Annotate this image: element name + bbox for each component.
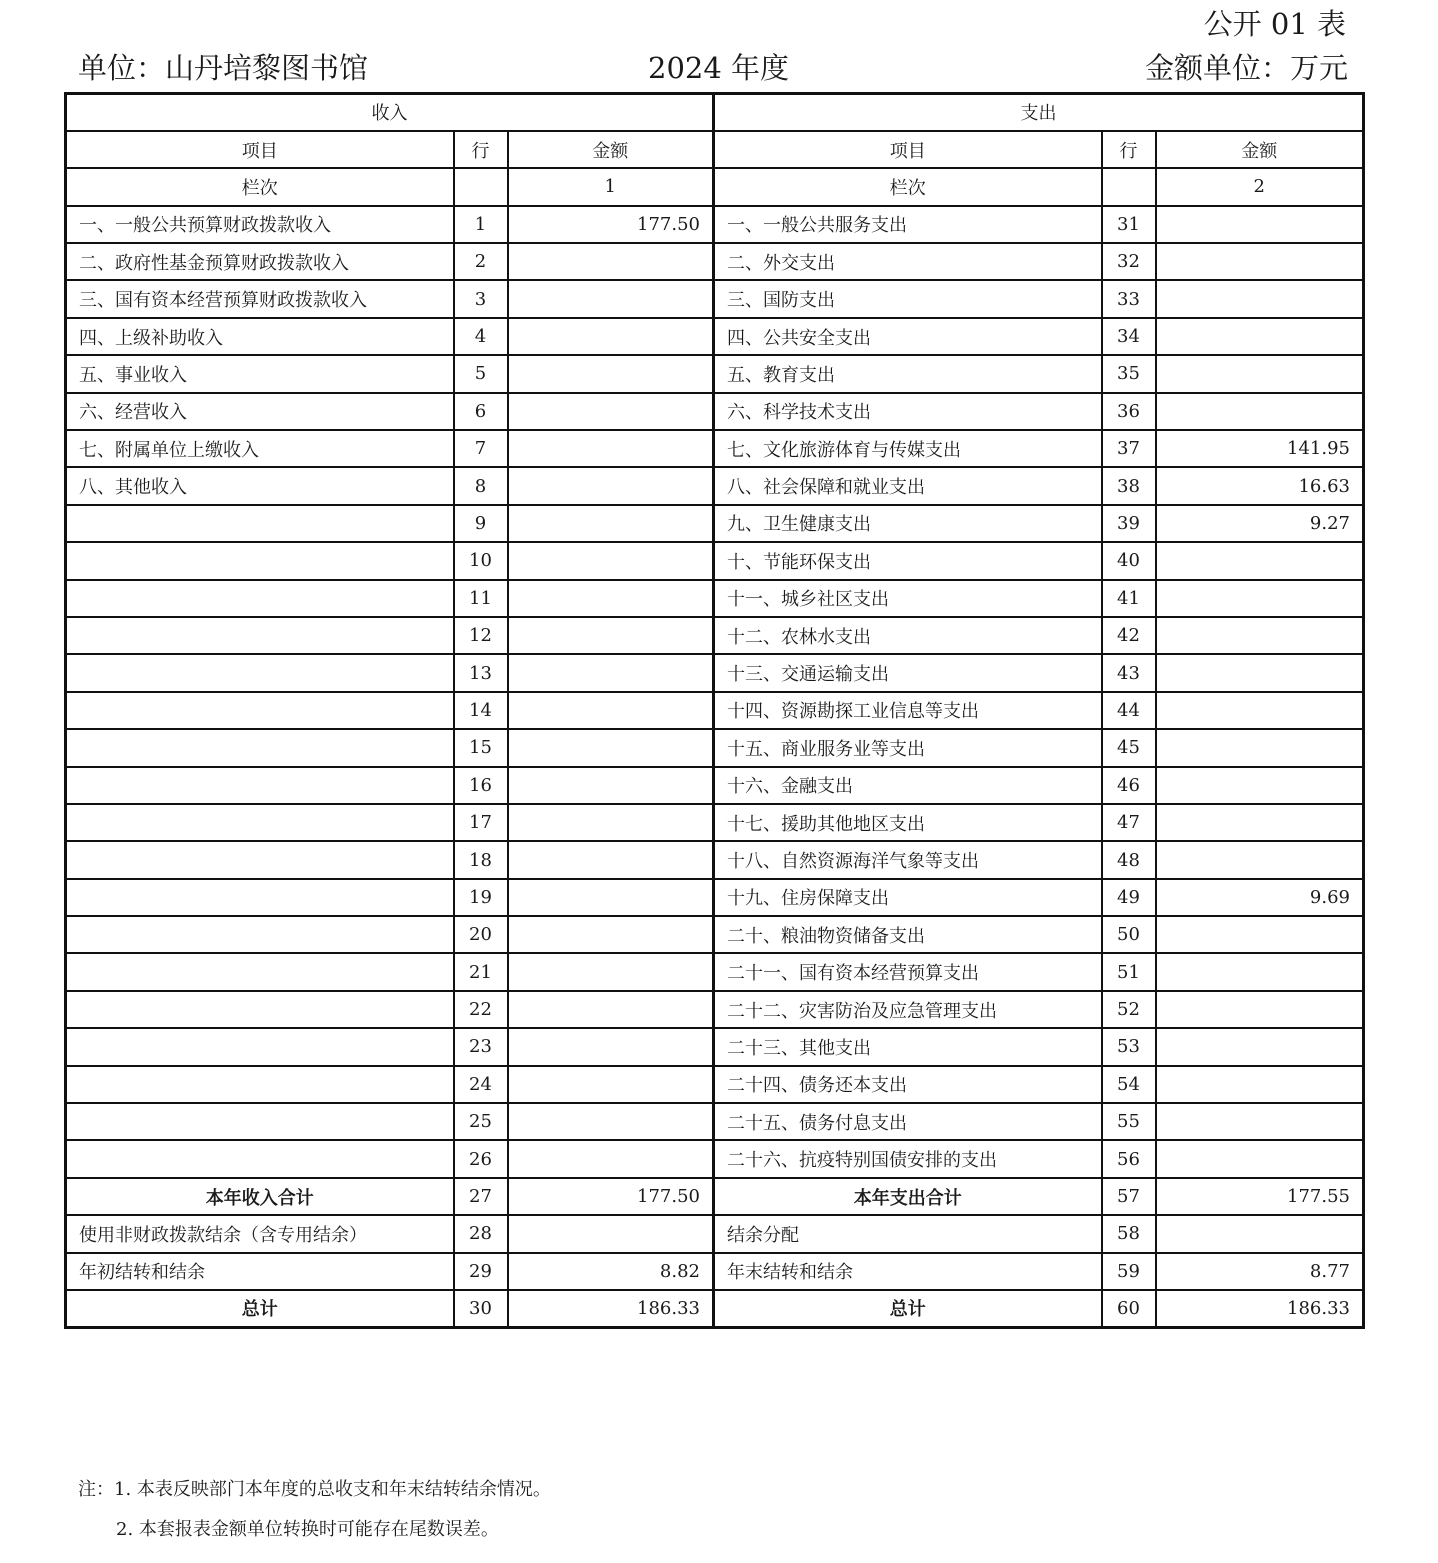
expense-line-cell: 58 xyxy=(1102,1215,1156,1252)
income-line-cell: 16 xyxy=(454,767,508,804)
table-row xyxy=(66,1140,1364,1177)
form-number: 公开 01 表 xyxy=(1203,7,1346,41)
income-item-cell xyxy=(66,692,454,729)
expense-item-cell: 十八、自然资源海洋气象等支出 xyxy=(714,841,1102,878)
income-line-cell: 17 xyxy=(454,804,508,841)
income-line-cell: 12 xyxy=(454,617,508,654)
expense-line-cell: 38 xyxy=(1102,467,1156,504)
table-row xyxy=(66,617,1364,654)
income-item-cell: 七、附属单位上缴收入 xyxy=(66,430,454,467)
expense-line-cell: 53 xyxy=(1102,1028,1156,1065)
income-amount-cell xyxy=(508,580,714,617)
expense-item-cell: 十二、农林水支出 xyxy=(714,617,1102,654)
expense-amount-cell: 141.95 xyxy=(1156,430,1364,467)
income-amount-cell xyxy=(508,542,714,579)
expense-amount-header: 金额 xyxy=(1156,131,1364,168)
column-number-row xyxy=(66,168,1364,205)
income-line-cell: 14 xyxy=(454,692,508,729)
income-amount-cell xyxy=(508,318,714,355)
income-item-cell xyxy=(66,505,454,542)
table-row xyxy=(66,1066,1364,1103)
expense-line-cell: 42 xyxy=(1102,617,1156,654)
expense-line-cell: 33 xyxy=(1102,280,1156,317)
table-row xyxy=(66,1028,1364,1065)
expense-item-cell: 十九、住房保障支出 xyxy=(714,879,1102,916)
income-line-cell: 6 xyxy=(454,393,508,430)
table-row xyxy=(66,430,1364,467)
expense-section-header: 支出 xyxy=(714,94,1364,131)
income-line-cell: 19 xyxy=(454,879,508,916)
income-amount-cell: 177.50 xyxy=(508,1178,714,1215)
expense-amount-cell xyxy=(1156,355,1364,392)
expense-item-cell: 二十、粮油物资储备支出 xyxy=(714,916,1102,953)
table-row xyxy=(66,654,1364,691)
income-amount-cell xyxy=(508,1028,714,1065)
income-section-header: 收入 xyxy=(66,94,714,131)
income-item-cell xyxy=(66,617,454,654)
note-1: 注：1. 本表反映部门本年度的总收支和年末结转结余情况。 xyxy=(78,1479,551,1500)
table-row xyxy=(66,692,1364,729)
expense-amount-cell xyxy=(1156,1103,1364,1140)
income-line-cell: 15 xyxy=(454,729,508,766)
expense-amount-cell: 8.77 xyxy=(1156,1253,1364,1290)
expense-amount-cell xyxy=(1156,767,1364,804)
table-row xyxy=(66,729,1364,766)
income-line-cell: 26 xyxy=(454,1140,508,1177)
income-amount-cell: 8.82 xyxy=(508,1253,714,1290)
expense-line-header: 行 xyxy=(1102,131,1156,168)
expense-line-cell: 55 xyxy=(1102,1103,1156,1140)
table-row xyxy=(66,1290,1364,1327)
expense-line-cell: 50 xyxy=(1102,916,1156,953)
income-item-cell: 五、事业收入 xyxy=(66,355,454,392)
income-amount-cell xyxy=(508,467,714,504)
expense-amount-cell xyxy=(1156,953,1364,990)
income-line-cell: 25 xyxy=(454,1103,508,1140)
expense-line-cell: 46 xyxy=(1102,767,1156,804)
unit-name: 单位：山丹培黎图书馆 xyxy=(78,51,369,85)
income-line-cell: 11 xyxy=(454,580,508,617)
table-row xyxy=(66,879,1364,916)
income-item-cell xyxy=(66,953,454,990)
income-item-cell xyxy=(66,767,454,804)
expense-amount-cell xyxy=(1156,542,1364,579)
expense-item-cell: 十三、交通运输支出 xyxy=(714,654,1102,691)
expense-item-cell: 二、外交支出 xyxy=(714,243,1102,280)
income-item-cell xyxy=(66,542,454,579)
income-amount-header: 金额 xyxy=(508,131,714,168)
expense-item-cell: 本年支出合计 xyxy=(714,1178,1102,1215)
expense-amount-cell xyxy=(1156,280,1364,317)
income-amount-cell xyxy=(508,393,714,430)
expense-column-label: 栏次 xyxy=(714,168,1102,205)
income-item-cell xyxy=(66,1066,454,1103)
income-item-cell xyxy=(66,580,454,617)
income-amount-cell xyxy=(508,729,714,766)
income-item-cell xyxy=(66,1028,454,1065)
expense-amount-cell xyxy=(1156,617,1364,654)
expense-item-cell: 八、社会保障和就业支出 xyxy=(714,467,1102,504)
expense-item-cell: 五、教育支出 xyxy=(714,355,1102,392)
expense-line-cell: 40 xyxy=(1102,542,1156,579)
expense-item-cell: 二十六、抗疫特别国债安排的支出 xyxy=(714,1140,1102,1177)
income-item-header: 项目 xyxy=(66,131,454,168)
table-row xyxy=(66,1253,1364,1290)
expense-line-cell: 49 xyxy=(1102,879,1156,916)
income-item-cell xyxy=(66,729,454,766)
income-amount-cell xyxy=(508,243,714,280)
income-line-cell: 3 xyxy=(454,280,508,317)
expense-amount-cell xyxy=(1156,580,1364,617)
table-row xyxy=(66,206,1364,243)
income-amount-cell xyxy=(508,879,714,916)
income-item-cell: 三、国有资本经营预算财政拨款收入 xyxy=(66,280,454,317)
income-line-cell: 20 xyxy=(454,916,508,953)
income-line-blank xyxy=(454,168,508,205)
expense-item-header: 项目 xyxy=(714,131,1102,168)
expense-line-cell: 45 xyxy=(1102,729,1156,766)
income-amount-cell xyxy=(508,767,714,804)
expense-line-cell: 39 xyxy=(1102,505,1156,542)
income-line-cell: 29 xyxy=(454,1253,508,1290)
expense-line-blank xyxy=(1102,168,1156,205)
income-amount-cell xyxy=(508,916,714,953)
income-item-cell: 本年收入合计 xyxy=(66,1178,454,1215)
income-line-cell: 22 xyxy=(454,991,508,1028)
income-line-cell: 5 xyxy=(454,355,508,392)
income-column-label: 栏次 xyxy=(66,168,454,205)
income-amount-cell xyxy=(508,1066,714,1103)
income-line-cell: 24 xyxy=(454,1066,508,1103)
expense-line-cell: 47 xyxy=(1102,804,1156,841)
expense-item-cell: 二十一、国有资本经营预算支出 xyxy=(714,953,1102,990)
table-row xyxy=(66,393,1364,430)
column-header-row xyxy=(66,131,1364,168)
expense-line-cell: 48 xyxy=(1102,841,1156,878)
expense-item-cell: 一、一般公共服务支出 xyxy=(714,206,1102,243)
expense-item-cell: 二十三、其他支出 xyxy=(714,1028,1102,1065)
table-row xyxy=(66,542,1364,579)
income-line-cell: 1 xyxy=(454,206,508,243)
expense-item-cell: 十六、金融支出 xyxy=(714,767,1102,804)
money-unit: 金额单位：万元 xyxy=(1144,51,1348,85)
income-amount-cell xyxy=(508,1140,714,1177)
income-amount-cell xyxy=(508,692,714,729)
expense-line-cell: 37 xyxy=(1102,430,1156,467)
table-row xyxy=(66,767,1364,804)
expense-item-cell: 十、节能环保支出 xyxy=(714,542,1102,579)
income-line-cell: 18 xyxy=(454,841,508,878)
expense-amount-cell xyxy=(1156,1028,1364,1065)
income-item-cell: 四、上级补助收入 xyxy=(66,318,454,355)
expense-line-cell: 54 xyxy=(1102,1066,1156,1103)
table-row xyxy=(66,505,1364,542)
expense-column-number: 2 xyxy=(1156,168,1364,205)
table-row xyxy=(66,1178,1364,1215)
expense-amount-cell xyxy=(1156,393,1364,430)
income-item-cell: 一、一般公共预算财政拨款收入 xyxy=(66,206,454,243)
expense-item-cell: 十七、援助其他地区支出 xyxy=(714,804,1102,841)
expense-amount-cell xyxy=(1156,243,1364,280)
expense-line-cell: 41 xyxy=(1102,580,1156,617)
expense-amount-cell xyxy=(1156,654,1364,691)
income-expense-table xyxy=(64,92,1365,1329)
income-item-cell: 八、其他收入 xyxy=(66,467,454,504)
expense-amount-cell xyxy=(1156,841,1364,878)
expense-item-cell: 十一、城乡社区支出 xyxy=(714,580,1102,617)
section-header-row xyxy=(66,94,1364,131)
income-amount-cell xyxy=(508,804,714,841)
income-item-cell: 二、政府性基金预算财政拨款收入 xyxy=(66,243,454,280)
expense-item-cell: 四、公共安全支出 xyxy=(714,318,1102,355)
meta-line xyxy=(78,46,1348,90)
expense-line-cell: 35 xyxy=(1102,355,1156,392)
expense-amount-cell xyxy=(1156,1140,1364,1177)
table-row xyxy=(66,467,1364,504)
income-line-cell: 21 xyxy=(454,953,508,990)
income-line-cell: 10 xyxy=(454,542,508,579)
expense-amount-cell xyxy=(1156,1215,1364,1252)
notes xyxy=(78,1470,551,1550)
expense-item-cell: 二十四、债务还本支出 xyxy=(714,1066,1102,1103)
income-item-cell xyxy=(66,991,454,1028)
expense-item-cell: 年末结转和结余 xyxy=(714,1253,1102,1290)
income-item-cell xyxy=(66,916,454,953)
expense-amount-cell xyxy=(1156,729,1364,766)
expense-item-cell: 九、卫生健康支出 xyxy=(714,505,1102,542)
note-2: 2. 本套报表金额单位转换时可能存在尾数误差。 xyxy=(116,1519,499,1540)
expense-amount-cell: 177.55 xyxy=(1156,1178,1364,1215)
expense-amount-cell xyxy=(1156,206,1364,243)
income-amount-cell: 186.33 xyxy=(508,1290,714,1327)
income-amount-cell: 177.50 xyxy=(508,206,714,243)
income-item-cell xyxy=(66,804,454,841)
expense-item-cell: 六、科学技术支出 xyxy=(714,393,1102,430)
income-item-cell xyxy=(66,1140,454,1177)
income-amount-cell xyxy=(508,991,714,1028)
table-row xyxy=(66,280,1364,317)
expense-item-cell: 总计 xyxy=(714,1290,1102,1327)
table-row xyxy=(66,841,1364,878)
income-item-cell: 总计 xyxy=(66,1290,454,1327)
expense-line-cell: 36 xyxy=(1102,393,1156,430)
income-amount-cell xyxy=(508,953,714,990)
expense-item-cell: 结余分配 xyxy=(714,1215,1102,1252)
expense-item-cell: 七、文化旅游体育与传媒支出 xyxy=(714,430,1102,467)
table-row xyxy=(66,1103,1364,1140)
income-item-cell xyxy=(66,879,454,916)
income-item-cell xyxy=(66,1103,454,1140)
income-line-cell: 7 xyxy=(454,430,508,467)
expense-line-cell: 57 xyxy=(1102,1178,1156,1215)
income-amount-cell xyxy=(508,280,714,317)
expense-amount-cell xyxy=(1156,1066,1364,1103)
income-line-cell: 27 xyxy=(454,1178,508,1215)
table-row xyxy=(66,953,1364,990)
expense-line-cell: 31 xyxy=(1102,206,1156,243)
report-year: 2024 年度 xyxy=(648,51,790,85)
income-column-number: 1 xyxy=(508,168,714,205)
expense-amount-cell: 9.27 xyxy=(1156,505,1364,542)
income-item-cell: 年初结转和结余 xyxy=(66,1253,454,1290)
expense-amount-cell xyxy=(1156,916,1364,953)
expense-amount-cell xyxy=(1156,692,1364,729)
income-item-cell xyxy=(66,654,454,691)
expense-line-cell: 52 xyxy=(1102,991,1156,1028)
income-line-cell: 23 xyxy=(454,1028,508,1065)
table-row xyxy=(66,243,1364,280)
expense-line-cell: 51 xyxy=(1102,953,1156,990)
income-amount-cell xyxy=(508,841,714,878)
table-row xyxy=(66,804,1364,841)
income-amount-cell xyxy=(508,1215,714,1252)
income-amount-cell xyxy=(508,355,714,392)
income-item-cell: 六、经营收入 xyxy=(66,393,454,430)
expense-item-cell: 三、国防支出 xyxy=(714,280,1102,317)
income-item-cell: 使用非财政拨款结余（含专用结余） xyxy=(66,1215,454,1252)
income-line-cell: 28 xyxy=(454,1215,508,1252)
income-item-cell xyxy=(66,841,454,878)
income-amount-cell xyxy=(508,505,714,542)
table-row xyxy=(66,916,1364,953)
expense-line-cell: 34 xyxy=(1102,318,1156,355)
expense-item-cell: 二十二、灾害防治及应急管理支出 xyxy=(714,991,1102,1028)
income-line-cell: 30 xyxy=(454,1290,508,1327)
income-amount-cell xyxy=(508,430,714,467)
expense-item-cell: 十五、商业服务业等支出 xyxy=(714,729,1102,766)
table-row xyxy=(66,1215,1364,1252)
expense-line-cell: 43 xyxy=(1102,654,1156,691)
income-line-cell: 13 xyxy=(454,654,508,691)
table-row xyxy=(66,355,1364,392)
expense-line-cell: 56 xyxy=(1102,1140,1156,1177)
expense-amount-cell xyxy=(1156,318,1364,355)
expense-line-cell: 59 xyxy=(1102,1253,1156,1290)
table-body xyxy=(66,94,1364,1328)
expense-line-cell: 32 xyxy=(1102,243,1156,280)
expense-amount-cell: 16.63 xyxy=(1156,467,1364,504)
expense-line-cell: 60 xyxy=(1102,1290,1156,1327)
expense-amount-cell xyxy=(1156,804,1364,841)
income-amount-cell xyxy=(508,1103,714,1140)
income-line-header: 行 xyxy=(454,131,508,168)
expense-item-cell: 二十五、债务付息支出 xyxy=(714,1103,1102,1140)
income-line-cell: 2 xyxy=(454,243,508,280)
table-row xyxy=(66,580,1364,617)
income-line-cell: 8 xyxy=(454,467,508,504)
expense-item-cell: 十四、资源勘探工业信息等支出 xyxy=(714,692,1102,729)
income-line-cell: 9 xyxy=(454,505,508,542)
expense-amount-cell: 186.33 xyxy=(1156,1290,1364,1327)
table-row xyxy=(66,991,1364,1028)
income-line-cell: 4 xyxy=(454,318,508,355)
expense-line-cell: 44 xyxy=(1102,692,1156,729)
income-amount-cell xyxy=(508,654,714,691)
table-row xyxy=(66,318,1364,355)
expense-amount-cell xyxy=(1156,991,1364,1028)
income-amount-cell xyxy=(508,617,714,654)
expense-amount-cell: 9.69 xyxy=(1156,879,1364,916)
